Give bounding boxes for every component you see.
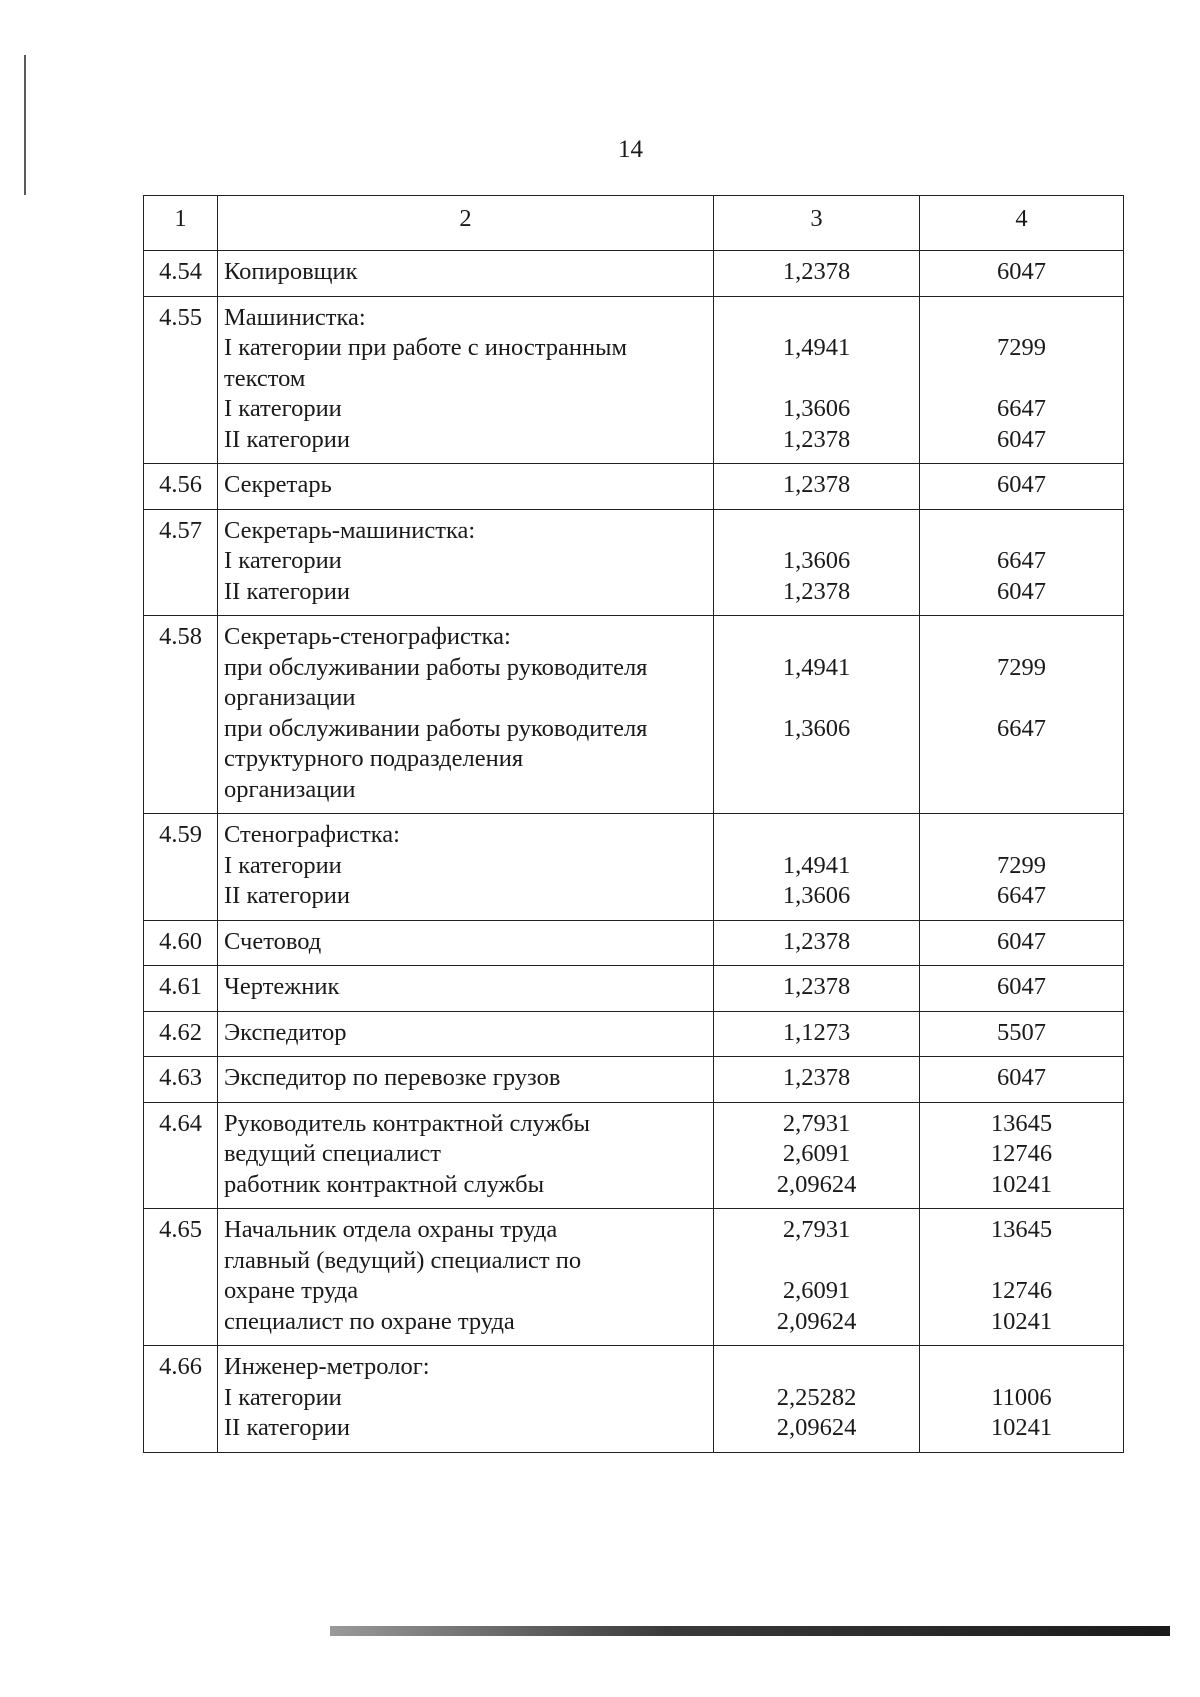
salary-value: 7299: [997, 851, 1046, 879]
coefficient-value: 2,25282: [776, 1383, 857, 1411]
coefficient-cell: [714, 251, 920, 297]
row-number: 4.60: [144, 920, 218, 966]
row-number: 4.66: [144, 1346, 218, 1453]
coefficient-cell: [714, 616, 920, 814]
salary-value: 6047: [997, 258, 1046, 285]
table-row: [144, 1346, 1124, 1453]
salary-cell: [920, 920, 1124, 966]
coefficient-value: 1,3606: [782, 882, 851, 909]
table-row: [144, 464, 1124, 510]
coefficient-value: 2,09624: [776, 1307, 857, 1335]
position-name: II категории: [224, 1414, 350, 1441]
salary-cell: [920, 966, 1124, 1012]
salary-value: [926, 683, 1117, 714]
salary-cell: [920, 464, 1124, 510]
salary-value: [926, 820, 1117, 851]
salary-cell: [920, 814, 1124, 921]
coefficient-value: 1,3606: [782, 395, 851, 422]
header-cell: 3: [714, 196, 920, 251]
table-row: [144, 1057, 1124, 1103]
table-row: [144, 296, 1124, 464]
coefficient-value: 1,4941: [782, 334, 851, 361]
salary-value: [926, 1246, 1117, 1277]
coefficient-value: 1,3606: [782, 714, 851, 742]
row-number: 4.64: [144, 1102, 218, 1209]
salary-value: 6647: [997, 882, 1046, 909]
position-cell: [218, 1011, 714, 1057]
position-cell: [218, 464, 714, 510]
coefficient-cell: [714, 1209, 920, 1346]
table-header-row: [144, 196, 1124, 251]
salary-value: 13645: [990, 1109, 1053, 1137]
coefficient-value: 1,4941: [782, 653, 851, 681]
coefficient-cell: [714, 1346, 920, 1453]
coefficient-cell: [714, 1057, 920, 1103]
position-name: Экспедитор по перевозке грузов: [224, 1064, 561, 1091]
coefficient-cell: [714, 814, 920, 921]
position-name: Стенографистка:: [224, 821, 400, 848]
coefficient-value: 1,2378: [782, 425, 851, 453]
table-row: [144, 251, 1124, 297]
salary-value: 6047: [997, 927, 1046, 955]
coefficient-value: [720, 775, 913, 806]
coefficient-value: 2,6091: [782, 1140, 851, 1167]
salary-cell: [920, 1011, 1124, 1057]
coefficient-value: 1,2378: [782, 258, 851, 285]
salary-value: [926, 1352, 1117, 1383]
coefficient-value: 2,6091: [782, 1277, 851, 1304]
table-row: [144, 966, 1124, 1012]
salary-value: [926, 775, 1117, 806]
position-cell: [218, 966, 714, 1012]
coefficient-value: [720, 364, 913, 395]
salary-value: 12746: [990, 1277, 1053, 1304]
page-number: 14: [618, 136, 643, 163]
salary-value: 6047: [997, 973, 1046, 1000]
salary-value: 11006: [991, 1383, 1052, 1411]
position-cell: [218, 296, 714, 464]
row-number: 4.56: [144, 464, 218, 510]
salary-value: 6047: [997, 1064, 1046, 1091]
scan-bottom-bar: [330, 1626, 1170, 1636]
position-name: Машинистка:: [224, 303, 366, 331]
coefficient-value: [720, 820, 913, 851]
coefficient-value: 1,2378: [782, 471, 851, 498]
salary-table: [143, 195, 1124, 1453]
coefficient-value: 1,1273: [782, 1018, 851, 1046]
position-name: главный (ведущий) специалист по: [224, 1246, 582, 1274]
coefficient-cell: [714, 1102, 920, 1209]
position-name: I категории при работе с иностранным: [224, 334, 628, 361]
position-name: I категории: [224, 1383, 342, 1411]
salary-value: 7299: [997, 653, 1046, 681]
salary-value: [926, 744, 1117, 775]
coefficient-value: 1,2378: [782, 1064, 851, 1091]
salary-cell: [920, 1209, 1124, 1346]
position-name: II категории: [224, 882, 350, 909]
position-cell: [218, 1102, 714, 1209]
position-cell: [218, 1057, 714, 1103]
row-number: 4.58: [144, 616, 218, 814]
position-name: Копировщик: [224, 258, 358, 285]
row-number: 4.59: [144, 814, 218, 921]
position-name: Экспедитор: [224, 1018, 347, 1046]
salary-value: 13645: [990, 1216, 1053, 1243]
position-name: текстом: [224, 364, 306, 392]
position-name: работник контрактной службы: [224, 1170, 545, 1198]
header-cell: 4: [920, 196, 1124, 251]
table-row: [144, 1011, 1124, 1057]
salary-value: 5507: [997, 1018, 1046, 1046]
position-name: II категории: [224, 577, 350, 605]
coefficient-value: [720, 1352, 913, 1383]
table-row: [144, 1209, 1124, 1346]
header-cell: 2: [218, 196, 714, 251]
position-name: при обслуживании работы руководителя: [224, 714, 648, 742]
coefficient-cell: [714, 464, 920, 510]
salary-value: 10241: [990, 1170, 1053, 1198]
coefficient-value: 1,4941: [782, 851, 851, 879]
coefficient-value: [720, 622, 913, 653]
salary-value: [926, 516, 1117, 547]
salary-value: 6047: [997, 471, 1046, 498]
position-name: ведущий специалист: [224, 1140, 441, 1167]
coefficient-value: [720, 516, 913, 547]
salary-value: 6647: [997, 547, 1046, 574]
coefficient-cell: [714, 509, 920, 616]
salary-value: [926, 303, 1117, 334]
coefficient-value: [720, 744, 913, 775]
coefficient-cell: [714, 296, 920, 464]
salary-cell: [920, 616, 1124, 814]
position-name: структурного подразделения: [224, 745, 524, 772]
position-name: Инженер-метролог:: [224, 1353, 430, 1380]
coefficient-value: 1,2378: [782, 927, 851, 955]
coefficient-value: 2,7931: [782, 1216, 851, 1243]
position-name: I категории: [224, 395, 342, 422]
position-cell: [218, 251, 714, 297]
coefficient-value: 2,09624: [776, 1414, 857, 1441]
position-cell: [218, 1209, 714, 1346]
coefficient-value: [720, 1246, 913, 1277]
position-name: Руководитель контрактной службы: [224, 1109, 591, 1137]
position-cell: [218, 1346, 714, 1453]
position-name: II категории: [224, 425, 350, 453]
coefficient-value: [720, 683, 913, 714]
position-name: Секретарь-машинистка:: [224, 516, 476, 544]
salary-value: 12746: [990, 1140, 1053, 1167]
table-row: [144, 814, 1124, 921]
coefficient-cell: [714, 1011, 920, 1057]
salary-cell: [920, 251, 1124, 297]
row-number: 4.57: [144, 509, 218, 616]
position-name: организации: [224, 684, 356, 711]
salary-value: [926, 364, 1117, 395]
position-name: Начальник отдела охраны труда: [224, 1216, 558, 1243]
position-cell: [218, 509, 714, 616]
position-name: организации: [224, 775, 356, 803]
coefficient-value: 1,2378: [782, 973, 851, 1000]
row-number: 4.62: [144, 1011, 218, 1057]
salary-cell: [920, 1102, 1124, 1209]
coefficient-value: 1,2378: [782, 577, 851, 605]
position-name: I категории: [224, 547, 342, 574]
salary-value: 10241: [990, 1307, 1053, 1335]
position-name: Чертежник: [224, 973, 340, 1000]
salary-cell: [920, 296, 1124, 464]
position-cell: [218, 920, 714, 966]
table-row: [144, 920, 1124, 966]
position-name: Секретарь-стенографистка:: [224, 623, 511, 650]
salary-cell: [920, 509, 1124, 616]
table-row: [144, 616, 1124, 814]
position-cell: [218, 814, 714, 921]
salary-value: 6047: [997, 577, 1046, 605]
position-name: Счетовод: [224, 927, 322, 955]
coefficient-value: 2,7931: [782, 1109, 851, 1137]
table-row: [144, 1102, 1124, 1209]
salary-cell: [920, 1057, 1124, 1103]
salary-value: 7299: [997, 334, 1046, 361]
table-row: [144, 509, 1124, 616]
salary-value: 6647: [997, 395, 1046, 422]
row-number: 4.61: [144, 966, 218, 1012]
salary-value: 6647: [997, 714, 1046, 742]
position-name: при обслуживании работы руководителя: [224, 653, 648, 681]
scan-margin-line: [24, 55, 26, 195]
row-number: 4.63: [144, 1057, 218, 1103]
position-name: I категории: [224, 851, 342, 879]
row-number: 4.65: [144, 1209, 218, 1346]
header-cell: 1: [144, 196, 218, 251]
row-number: 4.54: [144, 251, 218, 297]
salary-value: 10241: [990, 1414, 1053, 1441]
coefficient-cell: [714, 966, 920, 1012]
coefficient-value: 1,3606: [782, 547, 851, 574]
salary-cell: [920, 1346, 1124, 1453]
position-cell: [218, 616, 714, 814]
coefficient-value: 2,09624: [776, 1170, 857, 1198]
coefficient-value: [720, 303, 913, 334]
position-name: Секретарь: [224, 471, 332, 498]
coefficient-cell: [714, 920, 920, 966]
salary-value: [926, 622, 1117, 653]
position-name: охране труда: [224, 1277, 359, 1304]
position-name: специалист по охране труда: [224, 1307, 515, 1335]
salary-value: 6047: [997, 425, 1046, 453]
row-number: 4.55: [144, 296, 218, 464]
